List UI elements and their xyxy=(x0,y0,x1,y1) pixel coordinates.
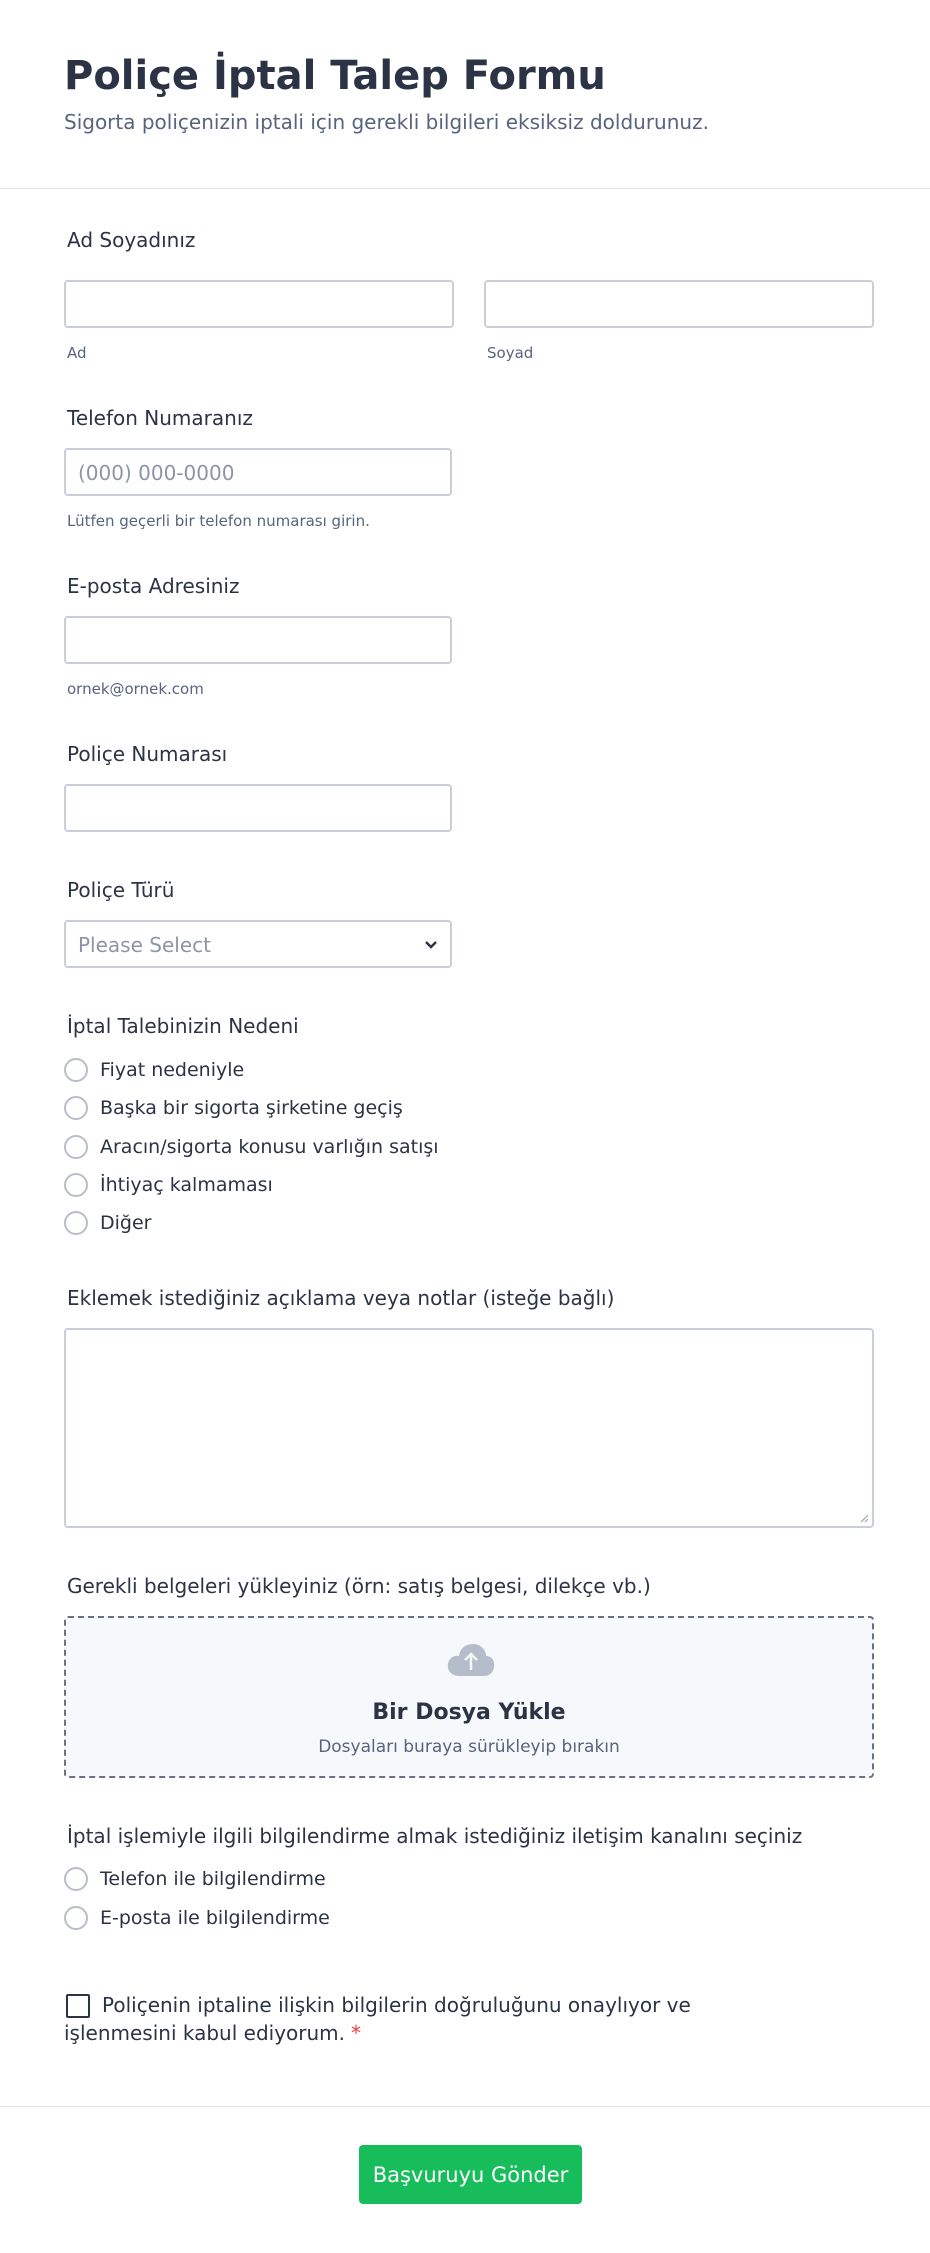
form-header xyxy=(0,0,930,189)
phone-sublabel: Lütfen geçerli bir telefon numarası girin. xyxy=(67,512,370,530)
policy-type-select[interactable] xyxy=(64,920,452,968)
form-subtitle: Sigorta poliçenizin iptali için gerekli bilgileri eksiksiz doldurunuz. xyxy=(64,110,709,134)
radio-button[interactable] xyxy=(64,1135,88,1159)
radio-button[interactable] xyxy=(64,1173,88,1197)
channel-label: İptal işlemiyle ilgili bilgilendirme almak istediğiniz iletişim kanalını seçiniz xyxy=(67,1824,803,1848)
upload-title: Bir Dosya Yükle xyxy=(372,1700,566,1725)
reason-label: İptal Talebinizin Nedeni xyxy=(67,1014,299,1038)
reason-option-label: İhtiyaç kalmaması xyxy=(100,1174,273,1196)
file-upload-dropzone[interactable] xyxy=(64,1616,874,1778)
submit-button[interactable]: Başvuruyu Gönder xyxy=(359,2145,582,2204)
form-title: Poliçe İptal Talep Formu xyxy=(64,53,606,99)
chevron-down-icon xyxy=(424,940,438,950)
channel-option-label: E-posta ile bilgilendirme xyxy=(100,1907,330,1929)
channel-option[interactable] xyxy=(64,1864,326,1894)
reason-option[interactable] xyxy=(64,1170,273,1200)
reason-option[interactable] xyxy=(64,1132,439,1162)
first-name-sublabel: Ad xyxy=(67,344,87,362)
channel-option[interactable] xyxy=(64,1903,330,1933)
upload-label: Gerekli belgeleri yükleyiniz (örn: satış belgesi, dilekçe vb.) xyxy=(67,1574,651,1598)
upload-subtitle: Dosyaları buraya sürükleyip bırakın xyxy=(318,1737,620,1757)
last-name-input[interactable] xyxy=(484,280,874,328)
consent-label: Poliçenin iptaline ilişkin bilgilerin doğruluğunu onaylıyor ve işlenmesini kabul ediyorum. xyxy=(64,1993,691,2045)
policy-number-input[interactable] xyxy=(64,784,452,832)
notes-label: Eklemek istediğiniz açıklama veya notlar (isteğe bağlı) xyxy=(67,1286,615,1310)
cloud-upload-icon xyxy=(446,1642,496,1678)
resize-handle-icon[interactable] xyxy=(859,1513,869,1523)
reason-option-label: Aracın/sigorta konusu varlığın satışı xyxy=(100,1136,439,1158)
reason-option[interactable] xyxy=(64,1093,403,1123)
reason-option-label: Fiyat nedeniyle xyxy=(100,1059,245,1081)
email-sublabel: ornek@ornek.com xyxy=(67,680,204,698)
reason-option-label: Başka bir sigorta şirketine geçiş xyxy=(100,1097,403,1119)
required-mark: * xyxy=(351,2021,362,2045)
phone-input[interactable]: (000) 000-0000 xyxy=(64,448,452,496)
name-label: Ad Soyadınız xyxy=(67,228,196,252)
radio-button[interactable] xyxy=(64,1906,88,1930)
policy-number-label: Poliçe Numarası xyxy=(67,742,228,766)
policy-type-selected: Please Select xyxy=(78,933,211,957)
first-name-input[interactable] xyxy=(64,280,454,328)
channel-option-label: Telefon ile bilgilendirme xyxy=(100,1868,326,1890)
notes-textarea[interactable] xyxy=(64,1328,874,1528)
radio-button[interactable] xyxy=(64,1096,88,1120)
phone-label: Telefon Numaranız xyxy=(67,406,253,430)
reason-option[interactable] xyxy=(64,1055,244,1085)
email-label: E-posta Adresiniz xyxy=(67,574,240,598)
reason-option-label: Diğer xyxy=(100,1212,152,1234)
reason-option[interactable] xyxy=(64,1208,151,1238)
email-input[interactable] xyxy=(64,616,452,664)
radio-button[interactable] xyxy=(64,1211,88,1235)
radio-button[interactable] xyxy=(64,1058,88,1082)
last-name-sublabel: Soyad xyxy=(487,344,534,362)
consent-text xyxy=(64,1991,804,2047)
radio-button[interactable] xyxy=(64,1867,88,1891)
policy-type-label: Poliçe Türü xyxy=(67,878,175,902)
footer-divider xyxy=(0,2106,930,2107)
